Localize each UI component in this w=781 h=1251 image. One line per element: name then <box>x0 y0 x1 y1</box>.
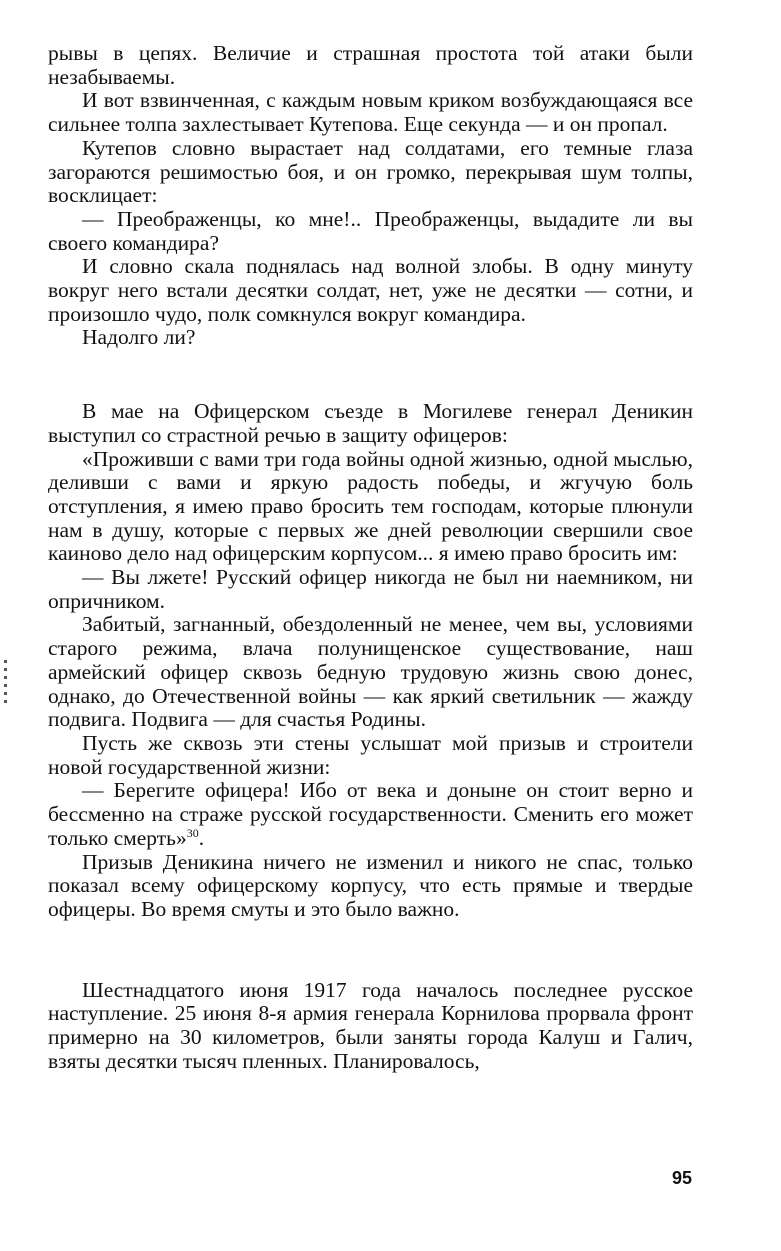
section-break <box>48 350 693 400</box>
footnote-reference: 30 <box>186 825 199 840</box>
page-number: 95 <box>671 1168 692 1188</box>
scan-margin-mark <box>4 660 7 704</box>
paragraph: Пусть же сквозь эти стены услышат мой призыв и строители новой государственной жизни: <box>48 730 693 779</box>
paragraph: Надолго ли? <box>82 325 196 350</box>
paragraph: В мае на Офицерском съезде в Могилеве генерал Деникин выступил со страстной речью в защиту офицеров: <box>48 399 693 447</box>
paragraph: — Преображенцы, ко мне!.. Преображенцы, выдадите ли вы своего командира? <box>48 206 693 255</box>
paragraph: Кутепов словно вырастает над солдатами, его темные глаза загораются решимостью боя, и он громко, перекрывая шум толпы, восклицает: <box>48 135 693 208</box>
page-text <box>48 42 693 1073</box>
paragraph: «Проживши с вами три года войны одной жизнью, одной мыслью, деливши с вами и яркую радость победы, и жгучую боль отступления, я имею право бросить тем господам, которые плюнули нам в душу, которые с первых же дней революции свершили свое каиново дело над офицерским корпусом... я имею право бросить им: <box>48 446 693 566</box>
paragraph: рывы в цепях. Величие и страшная простота той атаки были незабываемы. <box>48 41 693 89</box>
paragraph: Призыв Деникина ничего не изменил и никого не спас, только показал всему офицерскому корпусу, что есть прямые и твердые офицеры. Во время смуты и это было важно. <box>48 849 693 921</box>
section-break <box>48 922 693 979</box>
paragraph: — Вы лжете! Русский офицер никогда не был ни наемником, ни опричником. <box>48 565 693 613</box>
paragraph-with-footnote: — Берегите офицера! Ибо от века и доныне он стоит верно и бессменно на страже русской государственности. Сменить его может только смерть»$^{30}$. <box>48 778 693 850</box>
paragraph: И вот взвинченная, с каждым новым криком возбуждающаяся все сильнее толпа захлестывает Кутепова. Еще секунда — и он пропал. <box>48 88 693 137</box>
paragraph-text: — Берегите офицера! Ибо от века и доныне он стоит верно и бессменно на страже русской государственности. Сменить его может только смерть» <box>48 778 693 850</box>
paragraph: И словно скала поднялась над волной злобы. В одну минуту вокруг него встали десятки солдат, нет, уже не десятки — сотни, и произошло чудо, полк сомкнулся вокруг командира. <box>48 254 693 326</box>
paragraph: Забитый, загнанный, обездоленный не менее, чем вы, условиями старого режима, влача полунищенское существование, наш армейский офицер сквозь бедную трудовую жизнь свою донес, однако, до Отечественной войны — как яркий светильник — жажду подвига. Подвига — для счастья Родины. <box>48 612 693 732</box>
paragraph: Шестнадцатого июня 1917 года началось последнее русское наступление. 25 июня 8-я армия генерала Корнилова прорвала фронт примерно на 30 километров, были заняты города Калуш и Галич, взяты десятки тысяч пленных. Планировалось, <box>48 977 693 1073</box>
